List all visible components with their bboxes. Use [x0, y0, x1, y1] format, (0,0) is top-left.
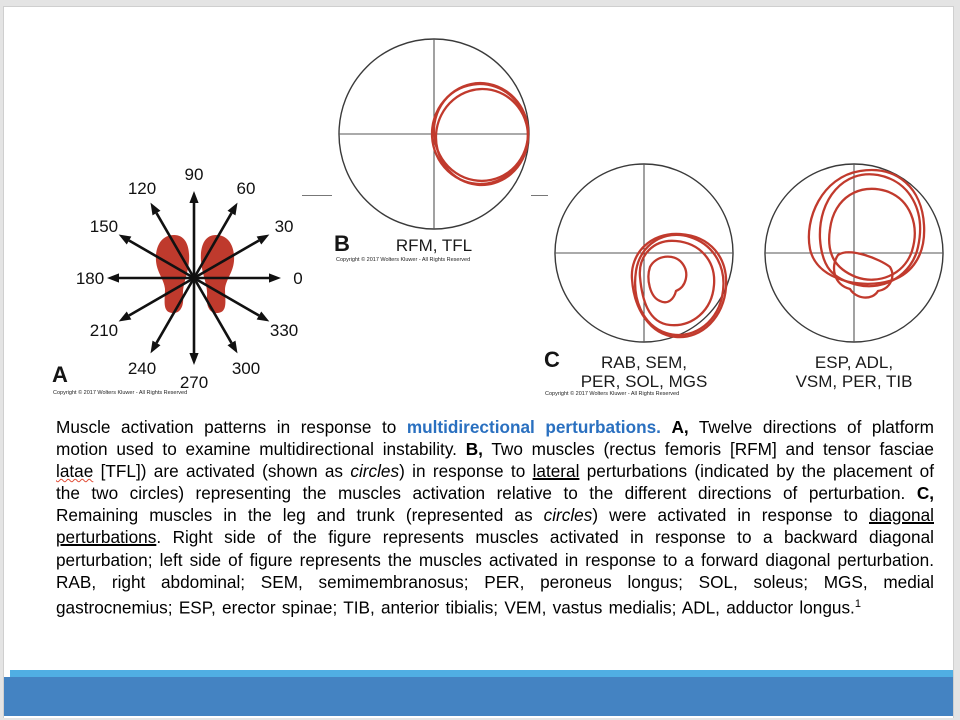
caption-segment: [TFL]) are activated (shown as — [93, 461, 351, 482]
plot-c-left-muscle-list: RAB, SEM, PER, SOL, MGS — [580, 353, 708, 391]
slide-canvas — [3, 6, 954, 718]
angle-label-240: 240 — [127, 359, 157, 379]
direction-arrowhead-150 — [119, 235, 132, 245]
angle-label-60: 60 — [236, 178, 256, 198]
direction-arrows — [107, 191, 281, 365]
footer-bar — [4, 677, 953, 716]
direction-arrowhead-270 — [189, 353, 198, 365]
angle-label-210: 210 — [89, 321, 119, 340]
panel-label-c: C — [544, 347, 560, 372]
angle-label-120: 120 — [127, 178, 157, 198]
caption-segment: Muscle activation patterns in response to — [56, 417, 407, 437]
caption-segment: ) in response to — [399, 461, 533, 482]
direction-arrowhead-60 — [228, 203, 238, 216]
caption-segment: circles — [543, 505, 593, 526]
direction-arrowhead-90 — [189, 191, 198, 203]
panel-label-b: B — [334, 231, 350, 256]
angle-label-90: 90 — [184, 165, 204, 184]
angle-label-0: 0 — [293, 269, 303, 288]
caption-segment: . Right side of the figure represents muscles activated in response to a backward diagonal perturbation; left side of figure represents the muscles activated in response to a forward diagonal perturbation. RAB, right abdominal; SEM, semimembranosus; PER, peroneus longus; SOL, soleus; MGS, medial gastrocnemius; ESP, erector spinae; TIB, anterior tibialis; VEM, vastus medialis; ADL, adductor longus. — [56, 527, 934, 618]
angle-label-150: 150 — [89, 217, 119, 236]
panel-label-a: A — [52, 362, 68, 387]
caption-segment: Twelve directions of platform motion used to examine multidirectional instability. — [56, 417, 934, 460]
caption-segment: perturbations (indicated by the placement of the two circles) representing the muscles activation relative to the different directions of perturbation. — [56, 461, 934, 504]
direction-arrowhead-180 — [107, 273, 119, 282]
tick-mark-right — [531, 195, 548, 196]
polar-plot-c-right-svg — [760, 159, 948, 347]
direction-arrowhead-210 — [119, 312, 132, 322]
caption-segment: diagonal perturbations — [56, 505, 934, 548]
polar-plot-c-left-svg — [550, 159, 738, 347]
angle-label-330: 330 — [269, 321, 299, 340]
caption-segment: C, — [916, 483, 934, 504]
direction-arrowhead-330 — [257, 312, 270, 322]
caption-segment: lateral — [532, 461, 580, 482]
tick-mark-left — [302, 195, 332, 196]
polar-plot-b-svg — [326, 29, 542, 241]
direction-rose-svg — [44, 157, 324, 407]
caption-segment — [661, 417, 672, 437]
direction-arrowhead-30 — [257, 235, 270, 245]
direction-arrowhead-240 — [151, 341, 161, 354]
plot-c-right-activation-loops — [809, 170, 924, 297]
caption-segment: ) were activated in response to — [592, 505, 869, 526]
caption-segment: 1 — [854, 597, 861, 610]
angle-label-30: 30 — [274, 217, 294, 236]
angle-label-270: 270 — [179, 373, 209, 392]
figure-caption — [56, 416, 934, 619]
copyright-line-b: Copyright © 2017 Wolters Kluwer - All Rights Reserved — [336, 257, 471, 263]
footer-accent-stripe — [10, 670, 953, 677]
caption-segment: A, — [671, 417, 689, 437]
copyright-line-c: Copyright © 2017 Wolters Kluwer - All Rights Reserved — [545, 391, 680, 397]
angle-label-300: 300 — [231, 359, 261, 379]
caption-segment: Two muscles (rectus femoris [RFM] and tensor fasciae — [482, 439, 934, 460]
caption-segment: Remaining muscles in the leg and trunk (represented as — [56, 505, 544, 526]
direction-arrowhead-0 — [269, 273, 281, 282]
direction-arrowhead-120 — [151, 203, 161, 216]
plot-c-right-muscle-list: ESP, ADL, VSM, PER, TIB — [795, 353, 913, 391]
caption-segment: B, — [465, 439, 483, 460]
caption-segment: circles — [350, 461, 400, 482]
plot-c-left-activation-loops — [632, 234, 726, 337]
caption-segment: multidirectional perturbations. — [406, 417, 661, 437]
direction-arrowhead-300 — [228, 341, 238, 354]
angle-label-180: 180 — [75, 269, 105, 288]
copyright-line-a: Copyright © 2017 Wolters Kluwer - All Rights Reserved — [53, 390, 188, 396]
plot-b-muscle-list: RFM, TFL — [395, 236, 473, 255]
caption-segment: latae — [56, 461, 94, 482]
